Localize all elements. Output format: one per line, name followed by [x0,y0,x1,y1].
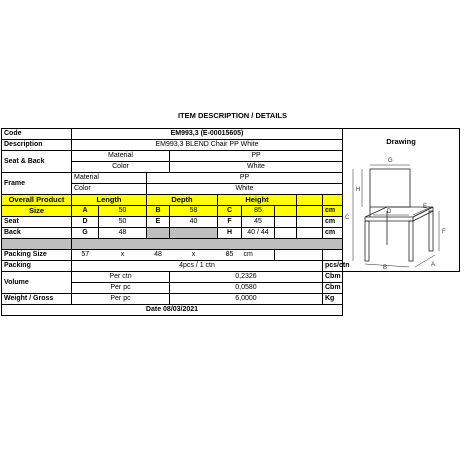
seat-e-value: 40 [170,217,218,228]
seat-f-value: 45 [242,217,275,228]
page-title: ITEM DESCRIPTION / DETAILS [177,111,288,120]
row-volume-ctn [2,272,460,283]
chair-drawing [343,149,460,269]
seat-back-label: Seat & Back [2,151,72,173]
weight-value: 6,0000 [170,294,323,305]
row-weight [2,294,460,305]
frame-color-label: Color [72,184,147,195]
volume-label: Volume [2,272,72,294]
drawing-cell [343,129,460,272]
volume-per-pc-label: Per pc [72,283,170,294]
drawing-letter-c: C [345,215,350,221]
overall-c-value: 85 [242,206,275,217]
seat-d-value: 50 [99,217,147,228]
depth-header: Depth [147,195,218,206]
seat-back-color-label: Color [72,162,170,173]
packing-value: 4pcs / 1 ctn [72,261,323,272]
seat-d-letter: D [72,217,99,228]
frame-material-value: PP [147,173,343,184]
back-label: Back [2,228,72,239]
seat-back-material-value: PP [170,151,343,162]
frame-color-value: White [147,184,343,195]
overall-b-letter: B [147,206,170,217]
seat-unit: cm [323,217,343,228]
volume-per-pc-unit: Cbm [323,283,343,294]
overall-a-letter: A [72,206,99,217]
size-label: Size [2,206,72,217]
volume-per-ctn-label: Per ctn [72,272,170,283]
chair-leg-back-right [429,211,433,251]
overall-c-letter: C [218,206,242,217]
seat-e-letter: E [147,217,170,228]
seat-f-letter: F [218,217,242,228]
row-code [2,129,460,140]
code-label: Code [2,129,72,140]
seat-back-color-value: White [170,162,343,173]
description-value: EM993,3 BLEND Chair PP White [72,140,343,151]
packing-size-label: Packing Size [2,250,72,261]
volume-per-pc-value: 0,0580 [170,283,323,294]
drawing-letter-e: E [423,204,428,210]
packing-unit: pcs/ctn [323,261,343,272]
frame-material-label: Material [72,173,147,184]
frame-label: Frame [2,173,72,195]
length-header: Length [72,195,147,206]
back-g-letter: G [72,228,99,239]
drawing-label: Drawing [386,137,416,146]
date: Date 08/03/2021 [2,305,343,316]
seat-back-material-label: Material [72,151,170,162]
spec-table [1,128,460,316]
packing-size-length: 57 [72,250,99,261]
packing-size-x1: x [99,250,147,261]
drawing-letter-h: H [356,187,361,193]
back-h-letter: H [218,228,242,239]
weight-unit: Kg [323,294,343,305]
packing-size-width: 48 [147,250,170,261]
weight-per-pc-label: Per pc [72,294,170,305]
chair-leg-front-right [409,221,413,261]
overall-product-label: Overall Product [2,195,72,206]
overall-b-value: 58 [170,206,218,217]
overall-unit: cm [323,206,343,217]
packing-size-x2: x [170,250,218,261]
packing-label: Packing [2,261,72,272]
drawing-letter-b: B [383,265,388,271]
volume-per-ctn-unit: Cbm [323,272,343,283]
packing-size-height: 85 [218,250,242,261]
drawing-letter-d: D [387,209,392,215]
back-g-value: 48 [99,228,147,239]
chair-leg-front-left [365,221,369,261]
chair-backrest [370,169,410,207]
back-h-value: 40 / 44 [242,228,275,239]
row-date [2,305,460,316]
overall-a-value: 50 [99,206,147,217]
code-value: EM993,3 (E-00015605) [72,129,343,140]
drawing-letter-g: G [388,158,393,164]
description-label: Description [2,140,72,151]
seat-label: Seat [2,217,72,228]
drawing-letter-a: A [431,262,436,268]
back-unit: cm [323,228,343,239]
packing-size-unit: cm [242,250,275,261]
height-header: Height [218,195,297,206]
volume-per-ctn-value: 0,2326 [170,272,323,283]
drawing-letter-f: F [442,229,446,235]
weight-label: Weight / Gross [2,294,72,305]
